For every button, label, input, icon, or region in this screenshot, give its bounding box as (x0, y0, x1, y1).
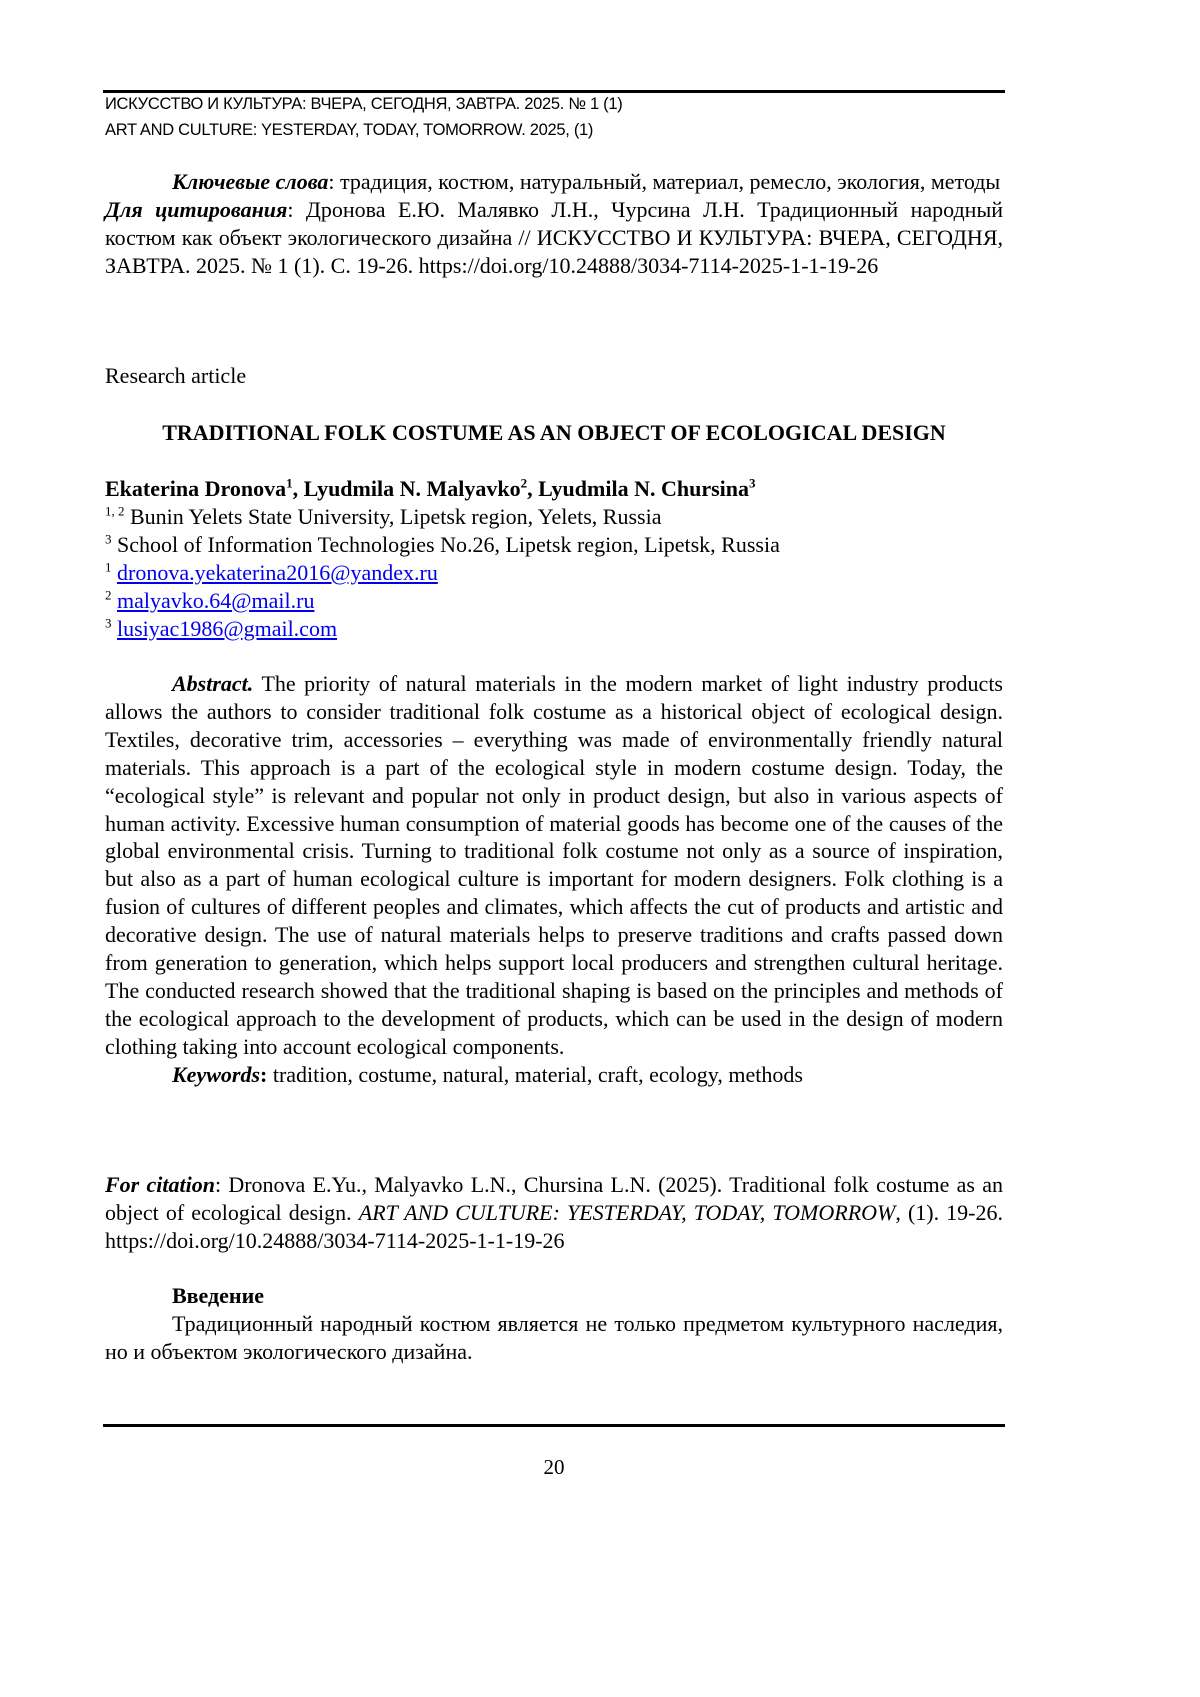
article-title: TRADITIONAL FOLK COSTUME AS AN OBJECT OF ECOLOGICAL DESIGN (105, 419, 1003, 447)
email-sup: 3 (105, 615, 112, 630)
email-link[interactable]: lusiyac1986@gmail.com (117, 616, 337, 641)
email-link[interactable]: dronova.yekaterina2016@yandex.ru (117, 560, 438, 585)
affiliation-text: School of Information Technologies No.26, Lipetsk region, Lipetsk, Russia (117, 532, 780, 557)
author-sup: 3 (749, 476, 756, 491)
ru-meta (105, 168, 1003, 280)
author-sup: 1 (286, 476, 293, 491)
affiliation-sup: 3 (105, 531, 112, 546)
footer-rule (103, 1424, 1005, 1427)
article-type: Research article (105, 362, 1003, 390)
email (105, 587, 1003, 615)
affiliation (105, 531, 1003, 559)
ru-keywords-text: : традиция, костюм, натуральный, материал, ремесло, экология, методы (328, 169, 1000, 194)
citation-block (105, 1171, 1003, 1255)
keywords-colon: : (260, 1062, 267, 1087)
author-sup: 2 (521, 476, 528, 491)
affiliation (105, 503, 1003, 531)
ru-keywords (105, 168, 1003, 196)
author-name: Lyudmila N. Chursina (538, 476, 749, 501)
citation-text: : Dronova E.Yu., Malyavko L.N., Chursina L.N. (2025). Traditional folk costume as an object of ecological design. (105, 1172, 1003, 1225)
ru-keywords-label: Ключевые слова (172, 169, 328, 194)
citation-text-end: , (1). 19-26. https://doi.org/10.24888/3034-7114-2025-1-1-19-26 (105, 1200, 1003, 1253)
intro-section (105, 1282, 1003, 1366)
intro-heading: Введение (105, 1282, 1003, 1310)
citation-journal: ART AND CULTURE: YESTERDAY, TODAY, TOMORROW (359, 1200, 896, 1225)
keywords (105, 1061, 1003, 1089)
abstract-block (105, 670, 1003, 1089)
running-header-en: ART AND CULTURE: YESTERDAY, TODAY, TOMORROW. 2025, (1) (105, 121, 593, 140)
author-name: Lyudmila N. Malyavko (304, 476, 521, 501)
ru-citation-text: : Дронова Е.Ю. Малявко Л.Н., Чурсина Л.Н. Традиционный народный костюм как объект экологического дизайна // ИСКУССТВО И КУЛЬТУРА: ВЧЕРА, СЕГОДНЯ, ЗАВТРА. 2025. № 1 (1). С. 19-26. https://doi.org/10.24888/3034-7114-2025-1-1-19-26 (105, 197, 1003, 278)
page-number: 20 (0, 1455, 1108, 1480)
email-sup: 2 (105, 587, 112, 602)
abstract (105, 670, 1003, 1061)
affiliation-text: Bunin Yelets State University, Lipetsk region, Yelets, Russia (130, 504, 661, 529)
header-rule (103, 90, 1005, 93)
citation-label: For citation (105, 1172, 215, 1197)
authors-block (105, 475, 1003, 642)
email (105, 615, 1003, 643)
intro-text: Традиционный народный костюм является не только предметом культурного наследия, но и объектом экологического дизайна. (105, 1310, 1003, 1366)
running-header-ru: ИСКУССТВО И КУЛЬТУРА: ВЧЕРА, СЕГОДНЯ, ЗАВТРА. 2025. № 1 (1) (105, 95, 622, 114)
citation (105, 1171, 1003, 1255)
author-name: Ekaterina Dronova (105, 476, 286, 501)
ru-citation (105, 196, 1003, 280)
email (105, 559, 1003, 587)
email-link[interactable]: malyavko.64@mail.ru (117, 588, 314, 613)
abstract-text: The priority of natural materials in the modern market of light industry products allows the authors to consider traditional folk costume as a historical object of ecological design. Textiles, decorative trim, accessories – everything was made of environmentally friendly natural materials. This approach is a part of the ecological style in modern costume design. Today, the “ecological style” is relevant and popular not only in product design, but also in various aspects of human activity. Excessive human consumption of material goods has become one of the causes of the global environmental crisis. Turning to traditional folk costume not only as a source of inspiration, but also as a part of human ecological culture is important for modern designers. Folk clothing is a fusion of cultures of different peoples and climates, which affects the cut of products and artistic and decorative design. The use of natural materials helps to preserve traditions and crafts passed down from generation to generation, which helps support local producers and strengthen cultural heritage. The conducted research showed that the traditional shaping is based on the principles and methods of the ecological approach to the development of products, which can be used in the design of modern clothing taking into account ecological components. (105, 671, 1003, 1059)
abstract-label: Abstract. (172, 671, 253, 696)
keywords-label: Keywords (172, 1062, 260, 1087)
authors: Ekaterina Dronova1, Lyudmila N. Malyavko2, Lyudmila N. Chursina3 (105, 475, 1003, 503)
keywords-text: tradition, costume, natural, material, craft, ecology, methods (267, 1062, 803, 1087)
affiliation-sup: 1, 2 (105, 504, 125, 519)
ru-citation-label: Для цитирования (105, 197, 287, 222)
email-sup: 1 (105, 559, 112, 574)
